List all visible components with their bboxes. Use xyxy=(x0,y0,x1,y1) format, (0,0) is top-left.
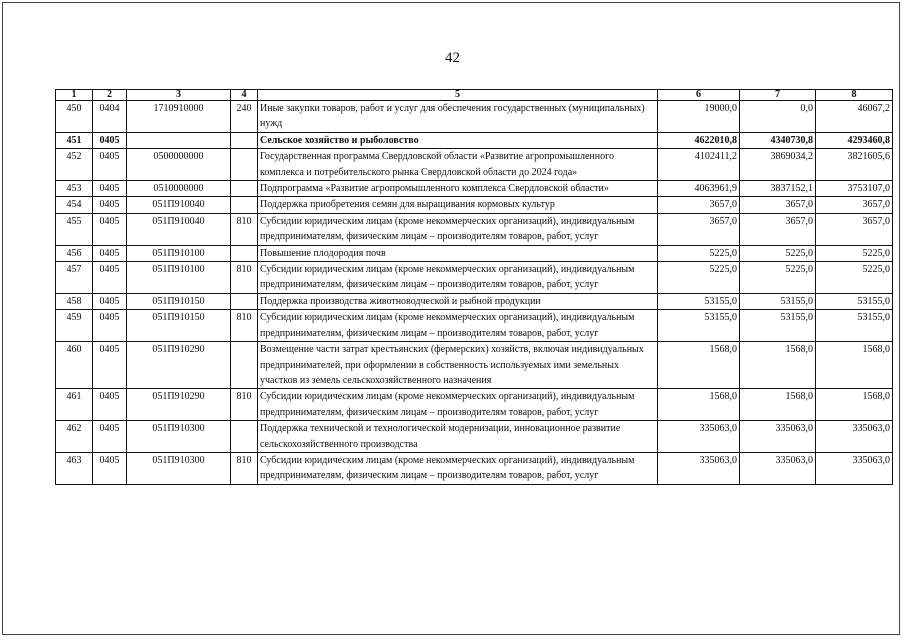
section-code: 0405 xyxy=(93,342,127,389)
item-name: Сельское хозяйство и рыболовство xyxy=(258,132,658,148)
amount-col8: 3821605,6 xyxy=(816,149,893,181)
item-name: Иные закупки товаров, работ и услуг для обеспечения государственных (муниципальных) нужд xyxy=(258,101,658,133)
target-article-code: 0500000000 xyxy=(127,149,231,181)
amount-col8: 3657,0 xyxy=(816,197,893,213)
target-article-code: 051П910150 xyxy=(127,293,231,309)
section-code: 0405 xyxy=(93,245,127,261)
amount-col8: 335063,0 xyxy=(816,452,893,484)
amount-col6: 3657,0 xyxy=(658,197,740,213)
amount-col8: 3753107,0 xyxy=(816,181,893,197)
item-name: Поддержка технической и технологической модернизации, инновационное развитие сельскохозяйственного производства xyxy=(258,421,658,453)
target-article-code: 051П910290 xyxy=(127,342,231,389)
row-number: 459 xyxy=(56,310,93,342)
row-number: 453 xyxy=(56,181,93,197)
target-article-code: 051П910150 xyxy=(127,310,231,342)
table-row xyxy=(56,213,893,245)
amount-col6: 335063,0 xyxy=(658,421,740,453)
table-row xyxy=(56,293,893,309)
target-article-code: 051П910040 xyxy=(127,197,231,213)
amount-col7: 1568,0 xyxy=(740,342,816,389)
amount-col8: 46067,2 xyxy=(816,101,893,133)
target-article-code: 1710910000 xyxy=(127,101,231,133)
target-article-code: 051П910300 xyxy=(127,421,231,453)
item-name: Субсидии юридическим лицам (кроме некоммерческих организаций), индивидуальным предпринимателям, физическим лицам – производителям товаров, работ, услуг xyxy=(258,389,658,421)
expense-type-code xyxy=(231,132,258,148)
amount-col6: 53155,0 xyxy=(658,310,740,342)
amount-col7: 3657,0 xyxy=(740,197,816,213)
item-name: Подпрограмма «Развитие агропромышленного комплекса Свердловской области» xyxy=(258,181,658,197)
target-article-code: 0510000000 xyxy=(127,181,231,197)
column-header: 5 xyxy=(258,90,658,101)
amount-col6: 4063961,9 xyxy=(658,181,740,197)
item-name: Субсидии юридическим лицам (кроме некоммерческих организаций), индивидуальным предпринимателям, физическим лицам – производителям товаров, работ, услуг xyxy=(258,452,658,484)
amount-col8: 1568,0 xyxy=(816,389,893,421)
item-name: Повышение плодородия почв xyxy=(258,245,658,261)
column-header: 6 xyxy=(658,90,740,101)
table-header-row xyxy=(56,90,893,101)
amount-col6: 4622010,8 xyxy=(658,132,740,148)
expense-type-code xyxy=(231,197,258,213)
amount-col6: 53155,0 xyxy=(658,293,740,309)
amount-col8: 3657,0 xyxy=(816,213,893,245)
column-header: 4 xyxy=(231,90,258,101)
amount-col7: 53155,0 xyxy=(740,293,816,309)
amount-col6: 335063,0 xyxy=(658,452,740,484)
row-number: 463 xyxy=(56,452,93,484)
item-name: Возмещение части затрат крестьянских (фермерских) хозяйств, включая индивидуальных предпринимателей, при оформлении в собственность используемых ими земельных участков из земель сельскохозяйственного назначения xyxy=(258,342,658,389)
section-code: 0405 xyxy=(93,262,127,294)
table-row xyxy=(56,310,893,342)
section-code: 0405 xyxy=(93,197,127,213)
target-article-code: 051П910100 xyxy=(127,262,231,294)
target-article-code xyxy=(127,132,231,148)
expense-type-code: 810 xyxy=(231,310,258,342)
table-row xyxy=(56,389,893,421)
row-number: 454 xyxy=(56,197,93,213)
expense-type-code: 810 xyxy=(231,213,258,245)
row-number: 456 xyxy=(56,245,93,261)
section-code: 0405 xyxy=(93,452,127,484)
column-header: 1 xyxy=(56,90,93,101)
section-code: 0405 xyxy=(93,181,127,197)
item-name: Субсидии юридическим лицам (кроме некоммерческих организаций), индивидуальным предпринимателям, физическим лицам – производителям товаров, работ, услуг xyxy=(258,310,658,342)
row-number: 458 xyxy=(56,293,93,309)
amount-col6: 3657,0 xyxy=(658,213,740,245)
column-header: 3 xyxy=(127,90,231,101)
amount-col7: 4340730,8 xyxy=(740,132,816,148)
section-code: 0405 xyxy=(93,132,127,148)
item-name: Государственная программа Свердловской области «Развитие агропромышленного комплекса и потребительского рынка Свердловской области до 2024 года» xyxy=(258,149,658,181)
amount-col6: 19000,0 xyxy=(658,101,740,133)
target-article-code: 051П910040 xyxy=(127,213,231,245)
column-header: 8 xyxy=(816,90,893,101)
amount-col7: 5225,0 xyxy=(740,262,816,294)
expense-type-code xyxy=(231,421,258,453)
amount-col8: 1568,0 xyxy=(816,342,893,389)
amount-col7: 5225,0 xyxy=(740,245,816,261)
amount-col6: 5225,0 xyxy=(658,245,740,261)
amount-col8: 53155,0 xyxy=(816,293,893,309)
amount-col7: 0,0 xyxy=(740,101,816,133)
budget-table xyxy=(55,89,893,485)
amount-col7: 3837152,1 xyxy=(740,181,816,197)
expense-type-code xyxy=(231,245,258,261)
section-code: 0405 xyxy=(93,213,127,245)
amount-col7: 335063,0 xyxy=(740,421,816,453)
expense-type-code: 810 xyxy=(231,452,258,484)
section-code: 0405 xyxy=(93,149,127,181)
page-number: 42 xyxy=(445,50,460,66)
table-row xyxy=(56,181,893,197)
row-number: 460 xyxy=(56,342,93,389)
section-code: 0405 xyxy=(93,389,127,421)
item-name: Поддержка приобретения семян для выращивания кормовых культур xyxy=(258,197,658,213)
amount-col7: 3657,0 xyxy=(740,213,816,245)
target-article-code: 051П910290 xyxy=(127,389,231,421)
column-header: 7 xyxy=(740,90,816,101)
item-name: Субсидии юридическим лицам (кроме некоммерческих организаций), индивидуальным предпринимателям, физическим лицам – производителям товаров, работ, услуг xyxy=(258,213,658,245)
amount-col6: 5225,0 xyxy=(658,262,740,294)
table-row xyxy=(56,197,893,213)
amount-col6: 4102411,2 xyxy=(658,149,740,181)
target-article-code: 051П910300 xyxy=(127,452,231,484)
amount-col8: 5225,0 xyxy=(816,245,893,261)
amount-col7: 53155,0 xyxy=(740,310,816,342)
section-code: 0405 xyxy=(93,310,127,342)
target-article-code: 051П910100 xyxy=(127,245,231,261)
column-header: 2 xyxy=(93,90,127,101)
row-number: 450 xyxy=(56,101,93,133)
item-name: Субсидии юридическим лицам (кроме некоммерческих организаций), индивидуальным предпринимателям, физическим лицам – производителям товаров, работ, услуг xyxy=(258,262,658,294)
amount-col7: 3869034,2 xyxy=(740,149,816,181)
row-number: 462 xyxy=(56,421,93,453)
amount-col6: 1568,0 xyxy=(658,389,740,421)
expense-type-code: 810 xyxy=(231,389,258,421)
section-code: 0404 xyxy=(93,101,127,133)
expense-type-code xyxy=(231,181,258,197)
table-row xyxy=(56,132,893,148)
section-code: 0405 xyxy=(93,421,127,453)
table-row xyxy=(56,149,893,181)
row-number: 452 xyxy=(56,149,93,181)
amount-col8: 335063,0 xyxy=(816,421,893,453)
table-row xyxy=(56,421,893,453)
expense-type-code xyxy=(231,149,258,181)
item-name: Поддержка производства животноводческой и рыбной продукции xyxy=(258,293,658,309)
table-row xyxy=(56,101,893,133)
row-number: 461 xyxy=(56,389,93,421)
table-row xyxy=(56,342,893,389)
expense-type-code xyxy=(231,293,258,309)
table-row xyxy=(56,262,893,294)
amount-col7: 1568,0 xyxy=(740,389,816,421)
row-number: 457 xyxy=(56,262,93,294)
expense-type-code xyxy=(231,342,258,389)
amount-col8: 53155,0 xyxy=(816,310,893,342)
amount-col8: 4293460,8 xyxy=(816,132,893,148)
section-code: 0405 xyxy=(93,293,127,309)
amount-col6: 1568,0 xyxy=(658,342,740,389)
table-row xyxy=(56,245,893,261)
amount-col8: 5225,0 xyxy=(816,262,893,294)
expense-type-code: 810 xyxy=(231,262,258,294)
expense-type-code: 240 xyxy=(231,101,258,133)
amount-col7: 335063,0 xyxy=(740,452,816,484)
row-number: 451 xyxy=(56,132,93,148)
row-number: 455 xyxy=(56,213,93,245)
table-body xyxy=(56,101,893,485)
table-row xyxy=(56,452,893,484)
